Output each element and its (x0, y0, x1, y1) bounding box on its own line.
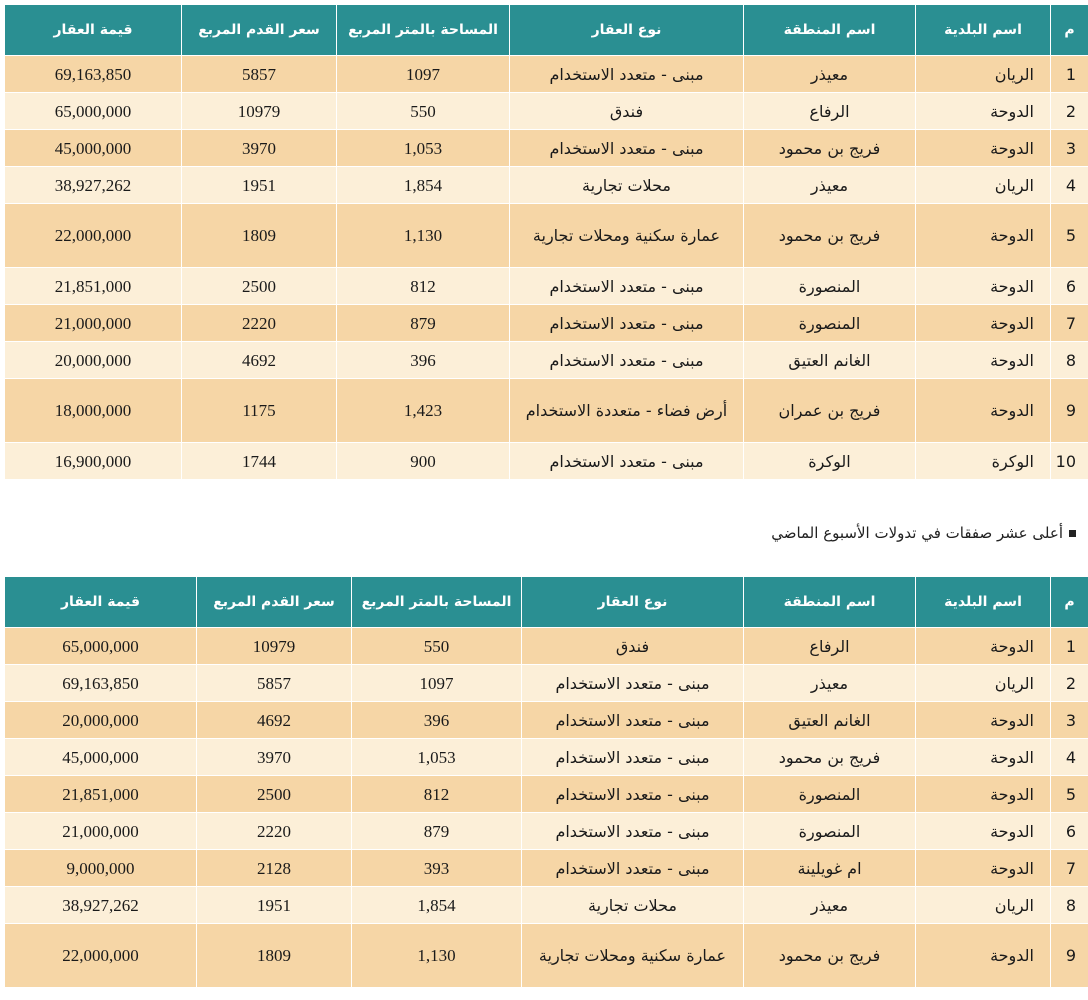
cell-size: 1,423 (337, 379, 510, 443)
table-row (5, 924, 1088, 988)
cell-municipality: الدوحة (916, 93, 1051, 130)
cell-value: 69,163,850 (5, 56, 182, 93)
cell-price-sqft: 10979 (197, 628, 352, 665)
cell-area: معيذر (744, 887, 916, 924)
table-row (5, 342, 1088, 379)
top-deals-table (4, 4, 1088, 480)
cell-size: 812 (337, 268, 510, 305)
cell-price-sqft: 1809 (197, 924, 352, 988)
header-area: اسم المنطقة (744, 577, 916, 628)
cell-area: المنصورة (744, 305, 916, 342)
cell-size: 1,854 (337, 167, 510, 204)
section-caption (771, 524, 1076, 542)
table-row (5, 776, 1088, 813)
cell-type: عمارة سكنية ومحلات تجارية (510, 204, 744, 268)
header-index: م (1051, 577, 1088, 628)
header-index: م (1051, 5, 1088, 56)
cell-size: 1,854 (352, 887, 522, 924)
cell-area: الرفاع (744, 93, 916, 130)
cell-price-sqft: 10979 (182, 93, 337, 130)
cell-municipality: الدوحة (916, 850, 1051, 887)
cell-type: مبنى - متعدد الاستخدام (510, 342, 744, 379)
cell-municipality: الدوحة (916, 924, 1051, 988)
table-header-row (5, 577, 1088, 628)
cell-price-sqft: 2128 (197, 850, 352, 887)
cell-size: 1,130 (337, 204, 510, 268)
cell-area: فريج بن محمود (744, 924, 916, 988)
header-price-sqft: سعر القدم المربع (182, 5, 337, 56)
table-row (5, 305, 1088, 342)
cell-value: 65,000,000 (5, 93, 182, 130)
cell-price-sqft: 1175 (182, 379, 337, 443)
cell-municipality: الدوحة (916, 739, 1051, 776)
table-row (5, 130, 1088, 167)
cell-type: أرض فضاء - متعددة الاستخدام (510, 379, 744, 443)
cell-type: مبنى - متعدد الاستخدام (510, 130, 744, 167)
cell-price-sqft: 1951 (182, 167, 337, 204)
cell-area: فريج بن عمران (744, 379, 916, 443)
table-row (5, 628, 1088, 665)
cell-area: فريج بن محمود (744, 130, 916, 167)
cell-size: 550 (337, 93, 510, 130)
table-row (5, 268, 1088, 305)
cell-value: 21,851,000 (5, 776, 197, 813)
cell-area: معيذر (744, 56, 916, 93)
cell-area: معيذر (744, 167, 916, 204)
cell-value: 65,000,000 (5, 628, 197, 665)
cell-size: 1,053 (337, 130, 510, 167)
cell-value: 38,927,262 (5, 887, 197, 924)
cell-type: مبنى - متعدد الاستخدام (522, 850, 744, 887)
cell-value: 20,000,000 (5, 342, 182, 379)
cell-value: 38,927,262 (5, 167, 182, 204)
cell-type: مبنى - متعدد الاستخدام (510, 443, 744, 480)
cell-area: الوكرة (744, 443, 916, 480)
cell-price-sqft: 2500 (182, 268, 337, 305)
cell-index: 6 (1051, 268, 1088, 305)
header-property-type: نوع العقار (510, 5, 744, 56)
cell-index: 6 (1051, 813, 1088, 850)
cell-value: 18,000,000 (5, 379, 182, 443)
cell-index: 5 (1051, 776, 1088, 813)
cell-municipality: الدوحة (916, 204, 1051, 268)
cell-municipality: الريان (916, 665, 1051, 702)
table-row (5, 813, 1088, 850)
table-row (5, 850, 1088, 887)
cell-municipality: الدوحة (916, 268, 1051, 305)
cell-index: 9 (1051, 924, 1088, 988)
cell-area: معيذر (744, 665, 916, 702)
cell-area: المنصورة (744, 776, 916, 813)
cell-index: 7 (1051, 305, 1088, 342)
cell-price-sqft: 1809 (182, 204, 337, 268)
cell-value: 22,000,000 (5, 204, 182, 268)
cell-type: مبنى - متعدد الاستخدام (510, 56, 744, 93)
cell-index: 1 (1051, 628, 1088, 665)
cell-municipality: الوكرة (916, 443, 1051, 480)
cell-municipality: الدوحة (916, 305, 1051, 342)
cell-municipality: الريان (916, 887, 1051, 924)
cell-index: 8 (1051, 887, 1088, 924)
cell-value: 21,000,000 (5, 813, 197, 850)
cell-area: ام غويلينة (744, 850, 916, 887)
cell-type: محلات تجارية (510, 167, 744, 204)
cell-area: فريج بن محمود (744, 739, 916, 776)
cell-size: 1097 (352, 665, 522, 702)
cell-type: مبنى - متعدد الاستخدام (522, 739, 744, 776)
cell-size: 1,053 (352, 739, 522, 776)
cell-price-sqft: 4692 (182, 342, 337, 379)
header-value: قيمة العقار (5, 5, 182, 56)
table-header-row (5, 5, 1088, 56)
cell-type: مبنى - متعدد الاستخدام (522, 665, 744, 702)
table-row (5, 443, 1088, 480)
cell-area: الغانم العتيق (744, 702, 916, 739)
cell-municipality: الدوحة (916, 702, 1051, 739)
cell-size: 812 (352, 776, 522, 813)
cell-type: محلات تجارية (522, 887, 744, 924)
header-size: المساحة بالمتر المربع (337, 5, 510, 56)
cell-municipality: الدوحة (916, 342, 1051, 379)
cell-value: 20,000,000 (5, 702, 197, 739)
cell-area: فريج بن محمود (744, 204, 916, 268)
cell-size: 900 (337, 443, 510, 480)
weekly-top-deals-table (4, 576, 1088, 988)
cell-area: المنصورة (744, 813, 916, 850)
cell-area: الغانم العتيق (744, 342, 916, 379)
cell-index: 8 (1051, 342, 1088, 379)
cell-type: مبنى - متعدد الاستخدام (522, 702, 744, 739)
cell-price-sqft: 1951 (197, 887, 352, 924)
cell-index: 4 (1051, 739, 1088, 776)
cell-price-sqft: 5857 (197, 665, 352, 702)
cell-size: 396 (352, 702, 522, 739)
cell-index: 4 (1051, 167, 1088, 204)
cell-size: 550 (352, 628, 522, 665)
table-row (5, 739, 1088, 776)
table-row (5, 702, 1088, 739)
table-row (5, 167, 1088, 204)
cell-index: 2 (1051, 93, 1088, 130)
cell-price-sqft: 3970 (182, 130, 337, 167)
cell-value: 22,000,000 (5, 924, 197, 988)
table-row (5, 93, 1088, 130)
header-municipality: اسم البلدية (916, 577, 1051, 628)
cell-price-sqft: 5857 (182, 56, 337, 93)
cell-index: 9 (1051, 379, 1088, 443)
cell-index: 5 (1051, 204, 1088, 268)
cell-municipality: الدوحة (916, 776, 1051, 813)
cell-price-sqft: 2220 (197, 813, 352, 850)
cell-type: فندق (510, 93, 744, 130)
table-row (5, 379, 1088, 443)
square-bullet-icon (1069, 530, 1076, 537)
cell-size: 1097 (337, 56, 510, 93)
cell-size: 1,130 (352, 924, 522, 988)
cell-index: 1 (1051, 56, 1088, 93)
cell-price-sqft: 4692 (197, 702, 352, 739)
cell-size: 393 (352, 850, 522, 887)
cell-municipality: الدوحة (916, 628, 1051, 665)
cell-price-sqft: 2500 (197, 776, 352, 813)
header-area: اسم المنطقة (744, 5, 916, 56)
cell-municipality: الدوحة (916, 379, 1051, 443)
cell-type: مبنى - متعدد الاستخدام (510, 305, 744, 342)
cell-index: 10 (1051, 443, 1088, 480)
cell-type: عمارة سكنية ومحلات تجارية (522, 924, 744, 988)
table-row (5, 887, 1088, 924)
cell-value: 21,851,000 (5, 268, 182, 305)
cell-type: مبنى - متعدد الاستخدام (522, 813, 744, 850)
cell-size: 879 (352, 813, 522, 850)
table-row (5, 204, 1088, 268)
cell-size: 879 (337, 305, 510, 342)
cell-size: 396 (337, 342, 510, 379)
cell-index: 7 (1051, 850, 1088, 887)
cell-index: 2 (1051, 665, 1088, 702)
cell-value: 21,000,000 (5, 305, 182, 342)
cell-area: المنصورة (744, 268, 916, 305)
header-municipality: اسم البلدية (916, 5, 1051, 56)
table-row (5, 665, 1088, 702)
cell-price-sqft: 1744 (182, 443, 337, 480)
cell-municipality: الريان (916, 167, 1051, 204)
cell-value: 16,900,000 (5, 443, 182, 480)
header-price-sqft: سعر القدم المربع (197, 577, 352, 628)
cell-price-sqft: 2220 (182, 305, 337, 342)
cell-municipality: الدوحة (916, 130, 1051, 167)
table-row (5, 56, 1088, 93)
cell-type: مبنى - متعدد الاستخدام (522, 776, 744, 813)
cell-municipality: الدوحة (916, 813, 1051, 850)
cell-area: الرفاع (744, 628, 916, 665)
cell-municipality: الريان (916, 56, 1051, 93)
header-value: قيمة العقار (5, 577, 197, 628)
cell-value: 45,000,000 (5, 130, 182, 167)
cell-value: 45,000,000 (5, 739, 197, 776)
cell-index: 3 (1051, 702, 1088, 739)
caption-text: أعلى عشر صفقات في تدولات الأسبوع الماضي (771, 524, 1063, 542)
cell-type: فندق (522, 628, 744, 665)
header-property-type: نوع العقار (522, 577, 744, 628)
cell-value: 9,000,000 (5, 850, 197, 887)
header-size: المساحة بالمتر المربع (352, 577, 522, 628)
cell-value: 69,163,850 (5, 665, 197, 702)
cell-type: مبنى - متعدد الاستخدام (510, 268, 744, 305)
cell-index: 3 (1051, 130, 1088, 167)
cell-price-sqft: 3970 (197, 739, 352, 776)
